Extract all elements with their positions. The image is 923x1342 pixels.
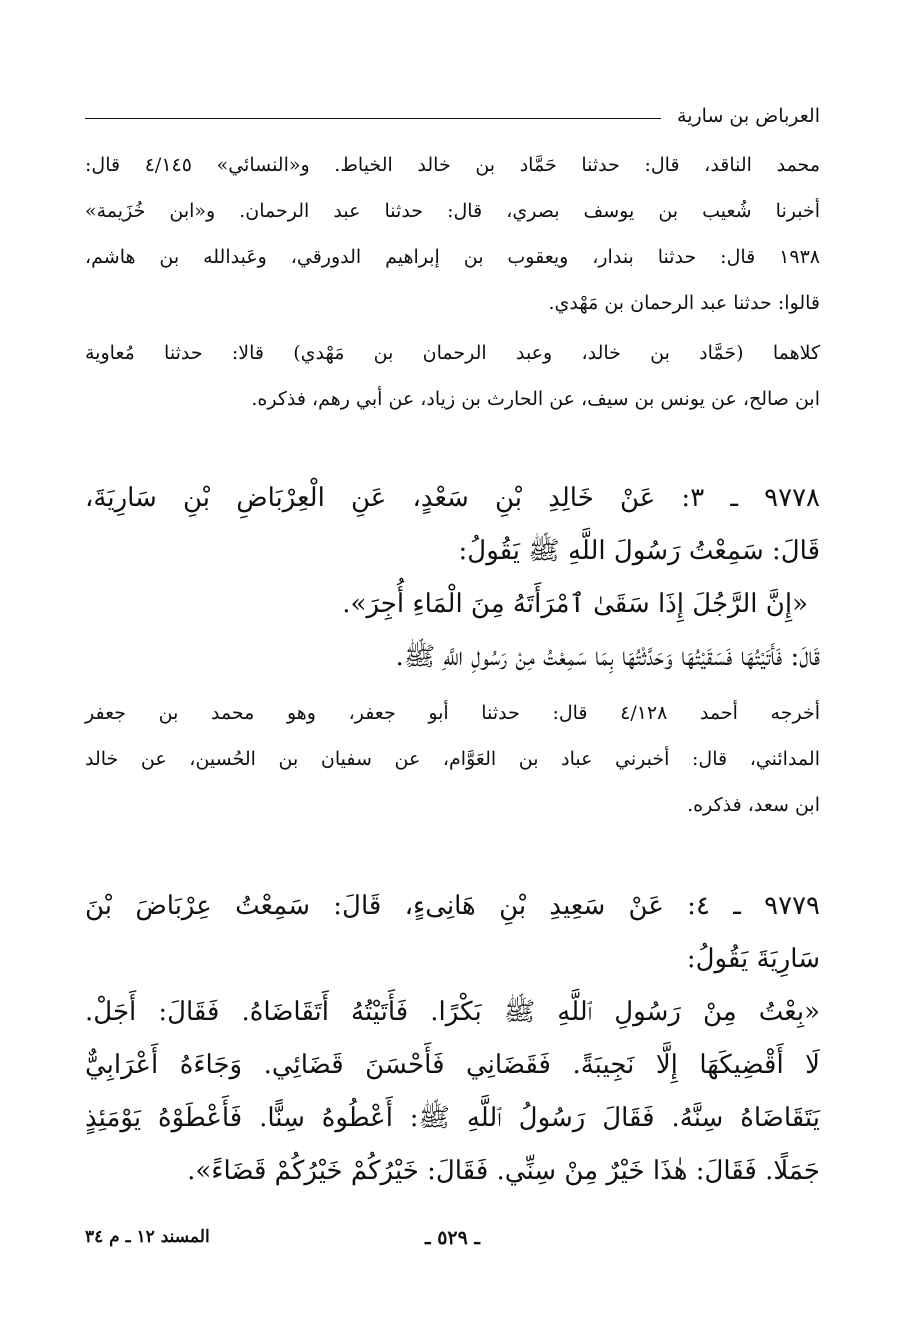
hadith-9779 (85, 880, 820, 1198)
hadith-9778 (85, 472, 820, 684)
hadith-matn: «بِعْتُ مِنْ رَسُولِ ٱللَّهِ ﷺ بَكْرًا. فَأَتَيْتُهُ أَتَقَاضَاهُ. فَقَالَ: أَجَلْ. (85, 997, 820, 1027)
sources-paragraph-2 (85, 330, 820, 422)
text-line: ١٩٣٨ قال: حدثنا بندار، ويعقوب بن إبراهيم الدورقي، وعَبدالله بن هاشم، (85, 246, 820, 268)
hadith-line: ٩٧٧٨ ـ ٣: عَنْ خَالِدِ بْنِ سَعْدٍ، عَنِ الْعِرْبَاضِ بْنِ سَارِيَةَ، (85, 483, 820, 513)
hadith-line: ٩٧٧٩ ـ ٤: عَنْ سَعِيدِ بْنِ هَانِىءٍ، قَالَ: سَمِعْتُ عِرْبَاضَ بْنَ (85, 891, 821, 921)
text-line: محمد الناقد، قال: حدثنا حَمَّاد بن خالد الخياط. و«النسائي» ٤/١٤٥ قال: (85, 154, 820, 176)
sources-paragraph-1 (85, 142, 820, 326)
page-number: ـ ٥٢٩ ـ (425, 1227, 480, 1249)
running-head (85, 101, 820, 131)
hadith-matn: «إِنَّ الرَّجُلَ إِذَا سَقَىٰ ٱمْرَأَتَهُ مِنَ الْمَاءِ أُجِرَ». (342, 589, 808, 619)
text-line: أخرجه أحمد ٤/١٢٨ قال: حدثنا أبو جعفر، وهو محمد بن جعفر (85, 702, 820, 724)
text-line: ابن سعد، فذكره. (687, 794, 820, 816)
hadith-line: قَالَ: فَأَتَيْتُهَا فَسَقَيْتُهَا وَحَدَّثْتُهَا بِمَا سَمِعْتُ مِنْ رَسُولِ اللَّهِ ﷺ. (395, 642, 820, 672)
running-title: العرباض بن سارية (677, 104, 820, 127)
hadith-line: سَارِيَةَ يَقُولُ: (686, 944, 820, 974)
page-footer (85, 1227, 820, 1257)
hadith-matn: جَمَلًا. فَقَالَ: هٰذَا خَيْرٌ مِنْ سِنِّي. فَقَالَ: خَيْرُكُمْ خَيْرُكُمْ قَضَاءً». (187, 1156, 820, 1186)
text-line: قالوا: حدثنا عبد الرحمان بن مَهْدي. (548, 292, 820, 314)
hadith-line: قَالَ: سَمِعْتُ رَسُولَ اللَّهِ ﷺ يَقُولُ: (458, 536, 820, 566)
text-line: أخبرنا شُعيب بن يوسف بصري، قال: حدثنا عبد الرحمان. و«ابن خُزَيمة» (85, 200, 820, 222)
text-line: المدائني، قال: أخبرني عباد بن العَوَّام، عن سفيان بن الحُسين، عن خالد (85, 748, 820, 770)
hadith-matn: يَتَقَاضَاهُ سِنَّهُ. فَقَالَ رَسُولُ ٱللَّهِ ﷺ: أَعْطُوهُ سِنًّا. فَأَعْطَوْهُ يَوْمَئِذٍ (85, 1103, 820, 1133)
header-rule (85, 118, 661, 119)
signature-mark: المسند ١٢ ـ م ٣٤ (85, 1227, 210, 1247)
text-line: ابن صالح، عن يونس بن سيف، عن الحارث بن زياد، عن أبي رهم، فذكره. (251, 388, 820, 410)
hadith-matn: لَا أَقْضِيكَهَا إِلَّا نَجِيبَةً. فَقَضَانِي فَأَحْسَنَ قَضَائِي. وَجَاءَهُ أَعْرَابِيٌّ (85, 1050, 820, 1080)
sources-paragraph-3 (85, 690, 820, 828)
text-line: كلاهما (حَمَّاد بن خالد، وعبد الرحمان بن مَهْدي) قالا: حدثنا مُعاوية (85, 342, 820, 364)
